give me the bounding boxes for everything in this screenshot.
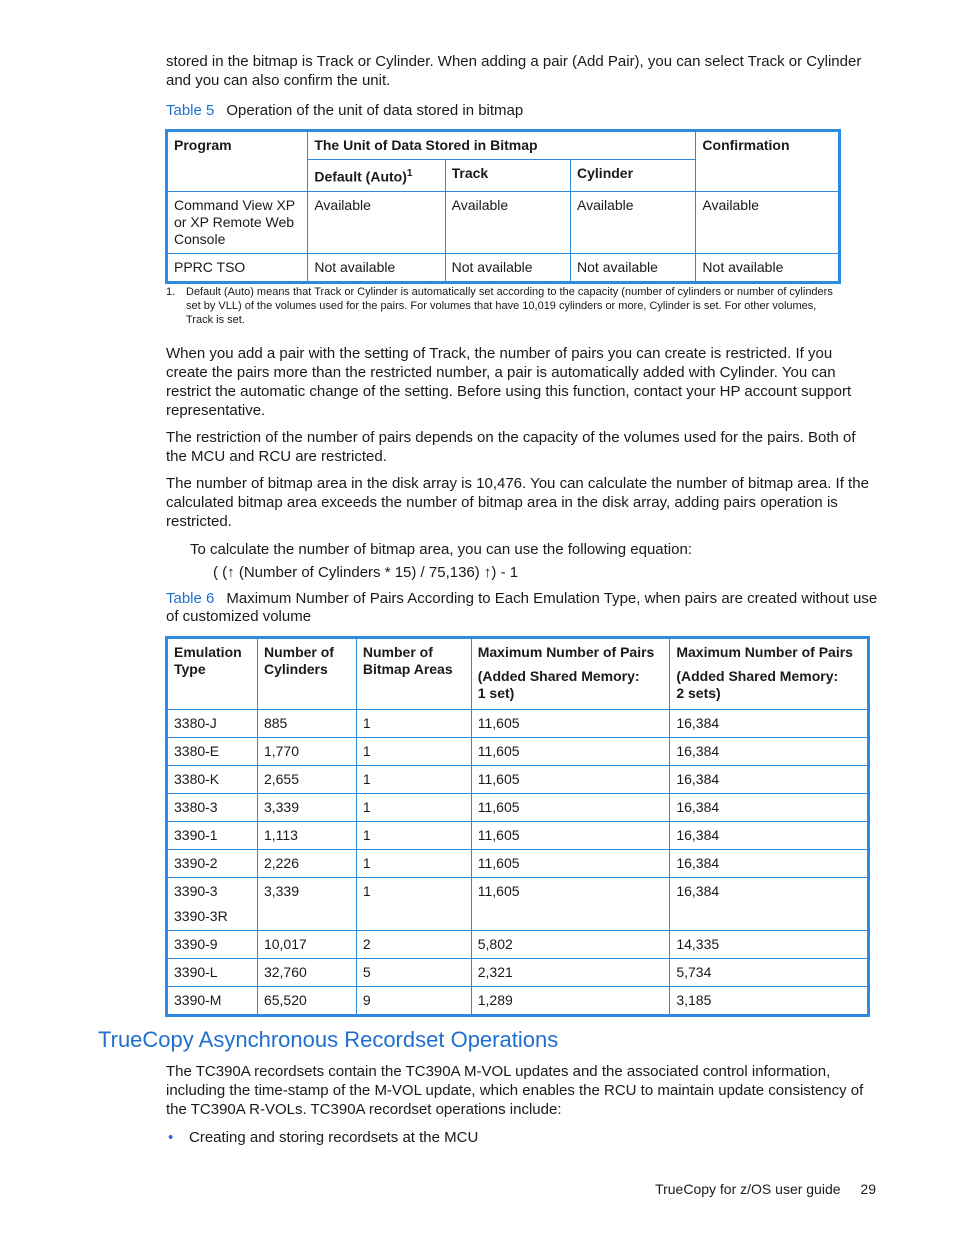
table-cell	[670, 710, 869, 738]
cell-text: 11,605	[477, 883, 520, 899]
table-row	[167, 710, 869, 738]
table-cell	[356, 822, 471, 850]
cell-text: 11,605	[477, 827, 520, 843]
table-cell: Available	[445, 191, 570, 253]
table6-body	[167, 710, 869, 1016]
cell-text: 3380-J	[174, 715, 217, 731]
table-cell: Not available	[571, 253, 696, 282]
table5-caption-text: Operation of the unit of data stored in bitmap	[226, 102, 524, 119]
table-cell: Not available	[445, 253, 570, 282]
table-cell	[670, 766, 869, 794]
table-cell	[167, 850, 258, 878]
table-cell	[257, 931, 356, 959]
table-cell	[167, 959, 258, 987]
table-cell	[356, 931, 471, 959]
header-line: Maximum Number of Pairs	[477, 644, 655, 660]
table-cell	[257, 794, 356, 822]
table-cell	[257, 850, 356, 878]
table6-header-max-1set	[471, 638, 670, 710]
table5	[165, 129, 841, 284]
table-cell	[670, 850, 869, 878]
cell-text: 9	[362, 992, 371, 1008]
table6-caption	[166, 590, 878, 626]
cell-text: 3390-M	[174, 992, 222, 1008]
table5-footnote	[166, 285, 840, 327]
table-cell: Available	[308, 191, 445, 253]
list-item-text: Creating and storing recordsets at the MCU	[189, 1129, 479, 1146]
cell-text: 16,384	[676, 883, 720, 899]
table5-header-default	[308, 160, 445, 192]
cell-text: 3390-2	[174, 855, 218, 871]
page-footer	[655, 1181, 876, 1197]
table5-header-program: Program	[167, 131, 308, 192]
cell-text: 3380-K	[174, 771, 220, 787]
table6	[165, 636, 870, 1017]
cell-text: 14,335	[676, 936, 720, 952]
table-cell	[356, 794, 471, 822]
table-cell: Available	[696, 191, 840, 253]
table6-caption-text: Maximum Number of Pairs According to Each Emulation Type, when pairs are created without use of customized volume	[166, 590, 878, 625]
paragraph-bitmap-area: The number of bitmap area in the disk array is 10,476. You can calculate the number of bitmap area. If the calculated bitmap area exceeds the number of bitmap area in the disk array, adding pairs operation is restricted.	[166, 475, 869, 530]
cell-text: 1	[362, 799, 371, 815]
table-cell: Command View XP or XP Remote Web Console	[167, 191, 308, 253]
table-cell	[356, 738, 471, 766]
cell-text: 5,802	[477, 936, 513, 952]
header-line: Type	[174, 661, 206, 677]
cell-text: 11,605	[477, 715, 520, 731]
table-cell: Not available	[308, 253, 445, 282]
table5-caption	[166, 102, 878, 120]
table5-header-track: Track	[445, 160, 570, 192]
table-cell	[670, 738, 869, 766]
table-cell	[356, 710, 471, 738]
cell-text: 16,384	[676, 715, 720, 731]
table-cell	[471, 794, 670, 822]
table-cell	[356, 959, 471, 987]
header-line: Cylinders	[263, 661, 328, 677]
cell-text: 2,655	[263, 771, 300, 787]
cell-text: 3,185	[676, 992, 712, 1008]
cell-text: 1	[362, 855, 371, 871]
table-row	[167, 794, 869, 822]
list-item	[166, 1128, 878, 1147]
table6-header-bitmap	[356, 638, 471, 710]
footnote-number: 1.	[166, 286, 176, 298]
cell-text: 1	[362, 827, 371, 843]
equation-intro: To calculate the number of bitmap area, you can use the following equation:	[190, 541, 692, 558]
table-row	[167, 959, 869, 987]
cell-text: 11,605	[477, 743, 520, 759]
table6-header-cylinders	[257, 638, 356, 710]
table-cell	[670, 822, 869, 850]
table-row	[167, 766, 869, 794]
table-cell	[670, 987, 869, 1016]
cell-text: 1	[362, 883, 371, 899]
table5-header-unit-group: The Unit of Data Stored in Bitmap	[308, 131, 696, 160]
cell-text: 1	[362, 715, 371, 731]
cell-text: 10,017	[263, 936, 307, 952]
cell-text: 65,520	[263, 992, 307, 1008]
cell-text: 16,384	[676, 827, 720, 843]
cell-text: 11,605	[477, 799, 520, 815]
paragraph-mcu-rcu: The restriction of the number of pairs depends on the capacity of the volumes used for the pairs. Both of the MCU and RCU are restricted.	[166, 429, 856, 465]
header-line: Number of	[362, 644, 433, 660]
table5-header-default-text: Default (Auto)	[314, 168, 407, 185]
table-cell: PPRC TSO	[167, 253, 308, 282]
table-cell	[356, 766, 471, 794]
cell-text: 3390-L	[174, 964, 218, 980]
table-cell	[167, 822, 258, 850]
table-cell	[257, 822, 356, 850]
table-cell	[471, 710, 670, 738]
header-line: Bitmap Areas	[362, 661, 453, 677]
table-cell	[670, 959, 869, 987]
table5-header-cylinder: Cylinder	[571, 160, 696, 192]
table-row	[167, 738, 869, 766]
cell-text: 3390-1	[174, 827, 218, 843]
cell-text: 32,760	[263, 964, 307, 980]
cell-text: 2,321	[477, 964, 513, 980]
cell-text: 11,605	[477, 855, 520, 871]
bullet-icon: •	[168, 1129, 174, 1146]
table6-header-max-2sets	[670, 638, 869, 710]
cell-text: 1	[362, 743, 371, 759]
table-cell	[167, 987, 258, 1016]
table-cell	[471, 850, 670, 878]
table6-label: Table 6	[166, 590, 215, 607]
cell-text: 11,605	[477, 771, 520, 787]
table-cell	[471, 931, 670, 959]
cell-text: 3390-3R	[174, 908, 228, 924]
table-cell	[167, 878, 258, 931]
header-line: Maximum Number of Pairs	[676, 644, 853, 660]
table-cell	[257, 766, 356, 794]
table-row	[167, 822, 869, 850]
table-cell	[471, 987, 670, 1016]
table-row	[167, 191, 840, 253]
table5-footnote-marker: 1	[406, 168, 413, 179]
cell-text: 3390-9	[174, 936, 218, 952]
cell-text: 1,113	[263, 827, 298, 843]
table-cell	[356, 850, 471, 878]
header-line: 2 sets)	[676, 685, 721, 701]
intro-paragraph: stored in the bitmap is Track or Cylinder. When adding a pair (Add Pair), you can select Track or Cylinder and you can also confirm the unit.	[166, 53, 862, 89]
header-line: (Added Shared Memory:	[477, 668, 640, 684]
table-cell	[670, 794, 869, 822]
header-line: Number of	[263, 644, 334, 660]
cell-text: 5,734	[676, 964, 712, 980]
table-row	[167, 987, 869, 1016]
table-cell	[471, 959, 670, 987]
table-cell	[471, 766, 670, 794]
table5-header-confirmation: Confirmation	[696, 131, 840, 192]
cell-text: 5	[362, 964, 371, 980]
table-cell	[257, 987, 356, 1016]
equation-formula: ( (↑ (Number of Cylinders * 15) / 75,136) ↑) - 1	[213, 564, 519, 581]
cell-text: 3,339	[263, 799, 300, 815]
section-paragraph: The TC390A recordsets contain the TC390A M-VOL updates and the associated control information, including the time-stamp of the M-VOL update, which enables the RCU to maintain update consistency of the TC390A R-VOLs. TC390A recordset operations include:	[166, 1063, 864, 1118]
table-cell	[471, 738, 670, 766]
cell-text: 2	[362, 936, 371, 952]
table-cell	[356, 878, 471, 931]
cell-text: 885	[263, 715, 288, 731]
table-cell	[257, 878, 356, 931]
cell-text: 16,384	[676, 743, 720, 759]
table-cell	[356, 987, 471, 1016]
footnote-text: Default (Auto) means that Track or Cylinder is automatically set according to the capacity (number of cylinders or number of cylinders set by VLL) of the volumes used for the pairs. For volumes that have 10,019 cylinders or more, Cylinder is set. For other volumes, Track is set.	[186, 286, 833, 326]
cell-text: 1,289	[477, 992, 513, 1008]
table6-header-emulation	[167, 638, 258, 710]
table-cell: Available	[571, 191, 696, 253]
cell-text: 3390-3	[174, 883, 218, 899]
cell-text: 16,384	[676, 799, 720, 815]
footer-title: TrueCopy for z/OS user guide	[655, 1181, 841, 1197]
header-line: Emulation	[174, 644, 242, 660]
table-cell	[670, 931, 869, 959]
table-row	[167, 253, 840, 282]
table-cell: Not available	[696, 253, 840, 282]
table-cell	[257, 710, 356, 738]
cell-text: 16,384	[676, 771, 720, 787]
table-cell	[167, 931, 258, 959]
cell-text: 3,339	[263, 883, 300, 899]
cell-text: 1	[362, 771, 371, 787]
cell-text: 1,770	[263, 743, 300, 759]
table-row	[167, 878, 869, 931]
table-row	[167, 850, 869, 878]
table-cell	[167, 710, 258, 738]
page-number: 29	[860, 1181, 876, 1197]
cell-text: 3380-3	[174, 799, 218, 815]
table-cell	[471, 822, 670, 850]
table-cell	[257, 959, 356, 987]
table-cell	[257, 738, 356, 766]
table-cell	[167, 738, 258, 766]
table-row	[167, 931, 869, 959]
table-cell	[670, 878, 869, 931]
cell-text: 2,226	[263, 855, 300, 871]
cell-text: 16,384	[676, 855, 720, 871]
section-title: TrueCopy Asynchronous Recordset Operations	[98, 1027, 559, 1052]
paragraph-track-restriction: When you add a pair with the setting of Track, the number of pairs you can create is restricted. If you create the pairs more than the restricted number, a pair is automatically added with Cylinder. You can restrict the automatic change of the setting. Before using this function, contact your HP account support representative.	[166, 345, 852, 419]
header-line: 1 set)	[477, 685, 515, 701]
header-line: (Added Shared Memory:	[676, 668, 839, 684]
table-cell	[167, 794, 258, 822]
cell-text: 3380-E	[174, 743, 220, 759]
table5-label: Table 5	[166, 102, 215, 119]
table-cell	[471, 878, 670, 931]
table-cell	[167, 766, 258, 794]
